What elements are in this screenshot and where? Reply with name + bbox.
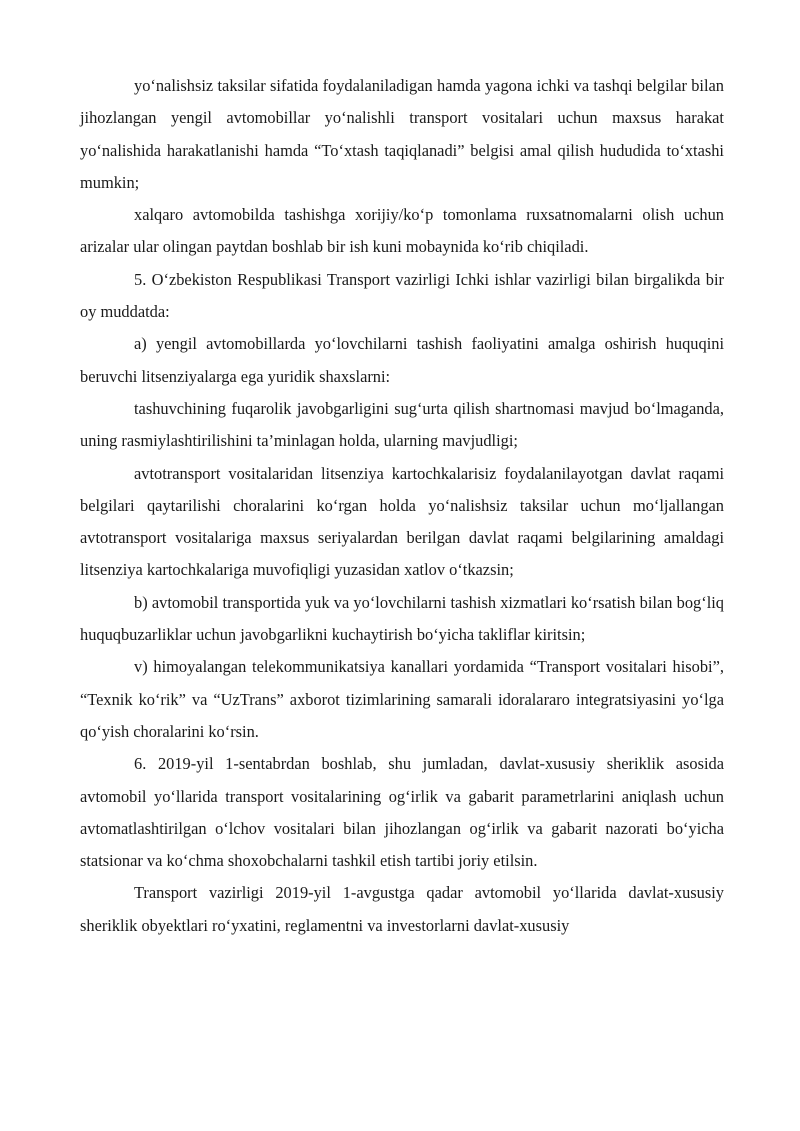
paragraph-3: 5. O‘zbekiston Respublikasi Transport vazirligi Ichki ishlar vazirligi bilan birgalikda bir oy muddatda: (80, 269, 724, 322)
paragraph-1: yo‘nalishsiz taksilar sifatida foydalaniladigan hamda yagona ichki va tashqi belgilar bilan jihozlangan yengil avtomobillar yo‘nalishli transport vositalari uchun maxsus harakat yo‘nalishida harakatlanishi hamda “To‘xtash taqiqlanadi” belgisi amal qilish hududida to‘xtashi mumkin; (80, 76, 724, 192)
paragraph-10: Transport vazirligi 2019-yil 1-avgustga qadar avtomobil yo‘llarida davlat-xususiy sheriklik obyektlari ro‘yxatini, reglamentni va investorlarni davlat-xususiy (80, 883, 724, 935)
document-page (80, 70, 724, 942)
paragraph-6: avtotransport vositalaridan litsenziya kartochkalarisiz foydalanilayotgan davlat raqami belgilari qaytarilishi choralarini ko‘rgan holda yo‘nalishsiz taksilar uchun mo‘ljallangan avtotransport vositalariga maxsus seriyalardan berilgan davlat raqami belgilarining amaldagi litsenziya kartochkalariga muvofiqligi yuzasidan xatlov o‘tkazsin; (80, 463, 724, 580)
paragraph-4: a) yengil avtomobillarda yo‘lovchilarni tashish faoliyatini amalga oshirish huquqini beruvchi litsenziyalarga ega yuridik shaxslarni: (80, 334, 724, 386)
paragraph-9: 6. 2019-yil 1-sentabrdan boshlab, shu jumladan, davlat-xususiy sheriklik asosida avtomobil yo‘llarida transport vositalarining og‘irlik va gabarit parametrlarini aniqlash uchun avtomatlashtirilgan o‘lchov vositalari bilan jihozlangan og‘irlik va gabarit nazorati bo‘yicha statsionar va ko‘chma shoxobchalarni tashkil etish tartibi joriy etilsin. (80, 754, 724, 871)
paragraph-8: v) himoyalangan telekommunikatsiya kanallari yordamida “Transport vositalari hisobi”, “Texnik ko‘rik” va “UzTrans” axborot tizimlarining samarali idoralararo integratsiyasini yo‘lga qo‘yish choralarini ko‘rsin. (80, 657, 724, 741)
paragraph-2: xalqaro avtomobilda tashishga xorijiy/ko‘p tomonlama ruxsatnomalarni olish uchun arizalar ular olingan paytdan boshlab bir ish kuni mobaynida ko‘rib chiqiladi. (80, 205, 724, 257)
paragraph-5: tashuvchining fuqarolik javobgarligini sug‘urta qilish shartnomasi mavjud bo‘lmaganda, uning rasmiylashtirilishini ta’minlagan holda, ularning mavjudligi; (80, 398, 724, 451)
paragraph-7: b) avtomobil transportida yuk va yo‘lovchilarni tashish xizmatlari ko‘rsatish bilan bog‘liq huquqbuzarliklar uchun javobgarlikni kuchaytirish bo‘yicha takliflar kiritsin; (80, 592, 724, 645)
